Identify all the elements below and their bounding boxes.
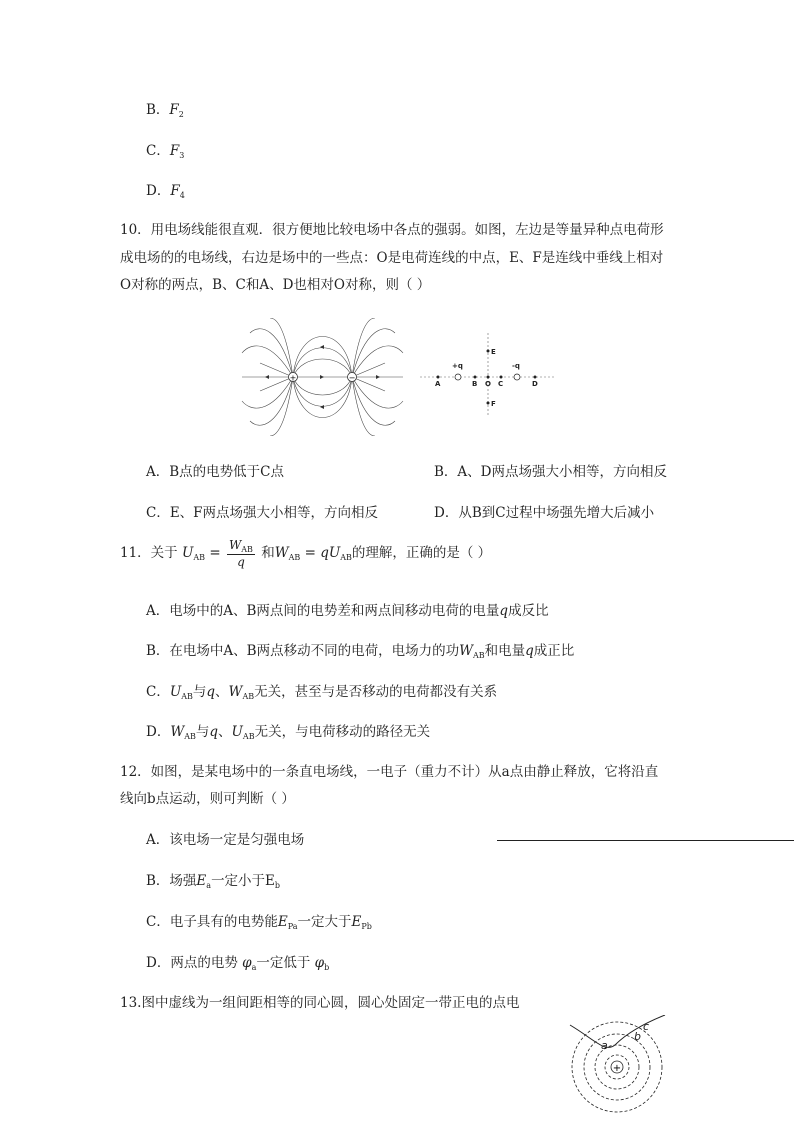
option-label: B． (146, 102, 170, 118)
potential-energy-symbol: E (351, 914, 362, 930)
q9-option-c (146, 139, 184, 160)
fraction (227, 538, 255, 569)
point-o (487, 376, 490, 379)
points-figure (420, 330, 555, 415)
option-text: D．两点的电势 (146, 955, 243, 971)
subscript: AB (184, 732, 196, 741)
option-text: 成正比 (533, 643, 575, 659)
minus-charge-marker (514, 374, 520, 380)
label-c: C (498, 380, 504, 388)
force-symbol: F (169, 143, 180, 159)
q12-option-d (146, 951, 329, 972)
subscript: b (274, 881, 281, 890)
option-text: 无关，与电荷移动的路径无关 (254, 724, 431, 740)
q12-line-2: 线向b点运动，则可判断（ ） (120, 791, 295, 807)
option-text: 无关，甚至与是否移动的电荷都没有关系 (254, 684, 498, 700)
option-text: D． (146, 724, 171, 740)
option-text: C．电子具有的电势能 (146, 914, 278, 930)
q10-line-3: O对称的两点，B、C和A、D也相对O对称，则（ ） (120, 277, 431, 293)
q11-option-d (146, 720, 430, 741)
point-b (474, 376, 477, 379)
subscript: AB (181, 692, 193, 701)
q12-option-b (146, 869, 280, 890)
q11-option-a (146, 599, 549, 619)
subscript: 3 (179, 151, 185, 160)
potential-diff-symbol: U (169, 684, 182, 700)
force-symbol: F (169, 102, 179, 118)
q9-option-b (146, 98, 184, 119)
option-text: 与 (195, 724, 210, 740)
option-text: 与 (192, 684, 207, 700)
subscript: AB (242, 732, 255, 741)
label-plus-q: +q (452, 362, 463, 370)
potential-symbol: φ (314, 955, 325, 971)
minus-sign: − (348, 373, 356, 383)
label-e: E (491, 348, 496, 356)
q12-option-a: A．该电场一定是匀强电场 (146, 832, 305, 848)
equals: = (300, 545, 321, 561)
q10-line-1: 10．用电场线能很直观．很方便地比较电场中各点的强弱。如图，左边是等量异种点电荷形 (120, 222, 664, 238)
subscript: AB (241, 545, 253, 554)
field-strength-symbol: E (196, 873, 207, 889)
option-text: B．在电场中A、B两点移动不同的电荷，电场力的功 (146, 643, 460, 659)
point-d (534, 376, 537, 379)
q13-line-1: 13.图中虚线为一组间距相等的同心圆，圆心处固定一带正电的点电 (120, 995, 520, 1011)
option-text: 一定小于E (211, 873, 275, 889)
charge-symbol: q (209, 724, 219, 740)
work-symbol: W (170, 724, 185, 740)
potential-diff-symbol: U (231, 724, 243, 740)
point-c (500, 376, 503, 379)
label-a: A (435, 380, 441, 388)
label-c: c (643, 1020, 650, 1033)
q10-option-b: B．A、D两点场强大小相等，方向相反 (434, 464, 667, 480)
potential-diff-symbol: U (181, 545, 194, 561)
label-o: O (485, 380, 491, 388)
subscript: Pb (361, 922, 372, 931)
subscript: b (324, 963, 330, 972)
q10-option-c: C．E、F两点场强大小相等，方向相反 (146, 505, 379, 521)
option-text: 、 (218, 724, 232, 740)
work-symbol: W (459, 643, 473, 659)
work-symbol: W (228, 684, 243, 700)
charge-symbol: q (525, 643, 534, 659)
option-text: 一定低于 (256, 955, 315, 971)
point-f (487, 402, 490, 405)
option-text: C． (146, 684, 170, 700)
subscript: AB (472, 651, 485, 660)
subscript: AB (193, 553, 206, 562)
plus-sign: + (612, 1063, 622, 1074)
fraction-denominator: q (237, 555, 245, 569)
label-f: F (491, 400, 496, 408)
option-text: 和电量 (484, 643, 526, 659)
fraction-numerator (227, 538, 255, 555)
subscript: AB (340, 553, 352, 562)
subscript: AB (242, 692, 255, 701)
point-a (437, 376, 440, 379)
subscript: a (251, 963, 257, 972)
subscript: AB (288, 553, 301, 562)
charge-symbol: q (206, 684, 216, 700)
option-label: C． (146, 143, 170, 159)
option-text: 、 (215, 684, 229, 700)
option-text: A．电场中的A、B两点间的电势差和两点间移动电荷的电量 (146, 603, 500, 619)
work-symbol: W (228, 538, 242, 552)
q11-stem (120, 538, 491, 569)
label-b: b (634, 1030, 641, 1043)
equals: = (205, 545, 225, 561)
point-e (487, 350, 490, 353)
potential-diff-symbol: U (328, 545, 341, 561)
q10-line-2: 成电场的的电场线，右边是场中的一些点：O是电荷连线的中点，E、F是连线中垂线上相对 (120, 250, 664, 266)
q12-line-1: 12．如图，是某电场中的一条直电场线，一电子（重力不计）从a点由静止释放，它将沿直 (120, 764, 659, 780)
label-a: a (601, 1039, 608, 1052)
subscript: a (206, 881, 212, 890)
q10-option-a: A．B点的电势低于C点 (146, 464, 284, 480)
q10-option-d: D．从B到C过程中场强先增大后减小 (434, 505, 655, 521)
trajectory-curve (570, 1015, 665, 1047)
label-d: D (532, 380, 538, 388)
potential-energy-symbol: E (277, 914, 288, 930)
subscript: 4 (179, 191, 185, 200)
concentric-circles-figure (560, 1015, 675, 1120)
q11-option-c (146, 680, 497, 701)
charge-symbol: q (499, 603, 509, 619)
option-text: B．场强 (146, 873, 197, 889)
subscript: 2 (178, 110, 184, 119)
label-b: B (472, 380, 478, 388)
work-symbol: W (274, 545, 289, 561)
q11-option-b (146, 639, 574, 660)
label-minus-q: -q (512, 362, 520, 370)
dipole-field-lines-figure (240, 318, 410, 436)
q9-option-d (146, 179, 185, 200)
option-text: 一定大于 (297, 914, 352, 930)
force-symbol: F (170, 183, 180, 199)
option-text: 成反比 (508, 603, 549, 619)
q11-prefix: 11．关于 (120, 545, 178, 561)
subscript: Pa (287, 922, 298, 931)
plus-charge-marker (455, 374, 461, 380)
q12-option-c (146, 910, 372, 931)
potential-symbol: φ (242, 955, 252, 971)
electric-field-line (497, 840, 794, 841)
and-text: 和 (261, 545, 275, 561)
q11-suffix: 的理解，正确的是（ ） (351, 545, 492, 561)
charge-symbol: q (320, 545, 329, 561)
option-label: D． (146, 183, 171, 199)
plus-sign: + (289, 373, 297, 383)
